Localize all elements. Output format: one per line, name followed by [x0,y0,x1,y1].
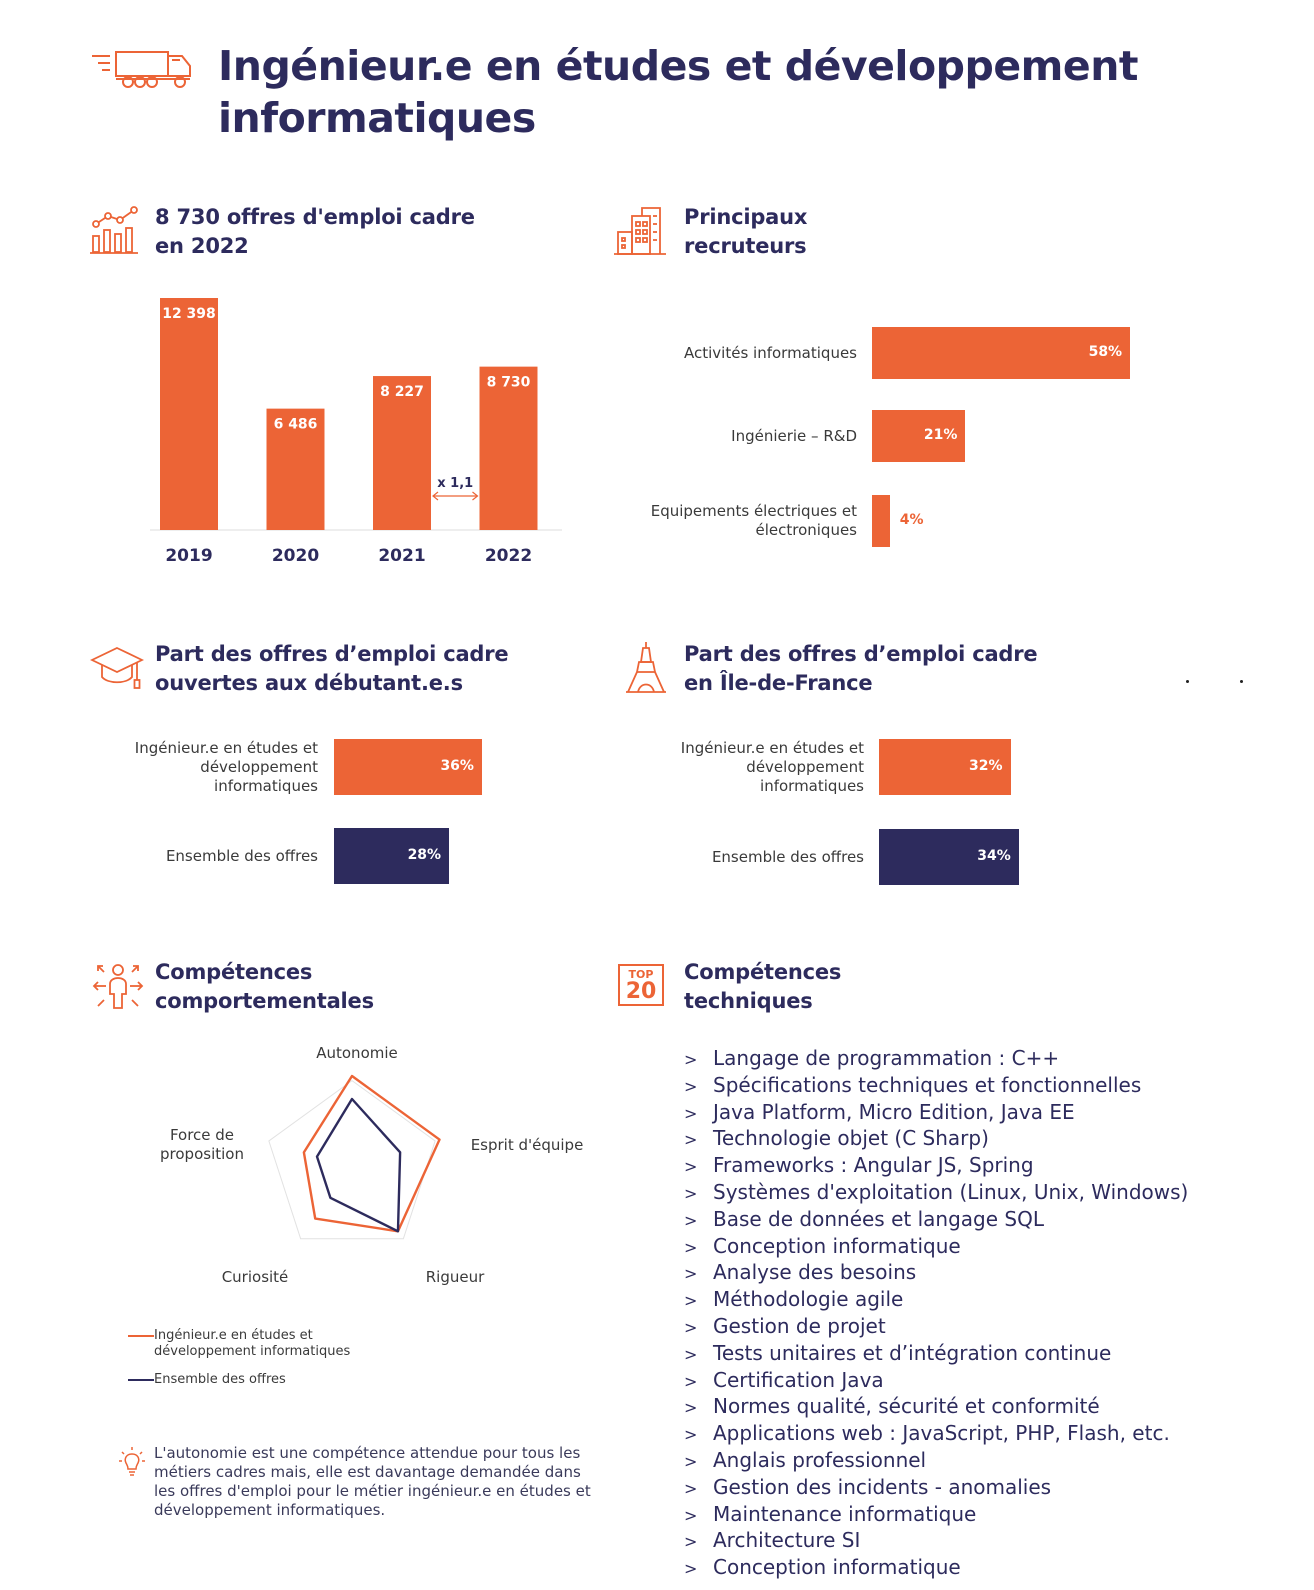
comportementales-title [155,958,374,1016]
skill-item [684,1046,1188,1073]
idf-title [684,640,1037,698]
skill-item [684,1207,1188,1234]
legend-line-orange [128,1335,154,1337]
skill-item [684,1555,1188,1582]
hbar-value-label: 34% [977,848,1011,864]
page-title [218,40,1218,144]
note-line4: développement informatiques. [154,1501,386,1519]
radar-chart [240,1060,470,1260]
skill-item [684,1341,1188,1368]
hbar-row [90,739,590,795]
chevron-right-icon: > [684,1157,698,1177]
hbar-category-label: Ingénieur.e en études et développement informatiques [680,738,864,795]
techniques-title-line2: techniques [684,989,813,1013]
radar-legend [128,1328,428,1398]
legend-label-series2: Ensemble des offres [154,1372,286,1387]
skill-label: Méthodologie agile [713,1287,904,1312]
hbar-value-label: 4% [899,512,924,528]
offres-title-line1: 8 730 offres d'emploi cadre [155,205,475,229]
radar-axis-force [140,1126,264,1164]
bar-value-label: 6 486 [273,416,318,433]
radar-series-2 [317,1099,400,1231]
x-tick-label: 2020 [271,546,320,566]
skill-item [684,1153,1188,1180]
offers-bar-chart [150,290,570,580]
hbar-value-label: 28% [407,847,442,863]
idf-bar-chart [630,735,1130,895]
skill-item [684,1234,1188,1261]
chevron-right-icon: > [684,1210,698,1230]
hbar-category-label: Equipements électriques et électroniques [650,502,857,539]
skill-label: Gestion de projet [713,1313,886,1338]
radar-axis-rigueur: Rigueur [425,1268,485,1286]
skill-label: Tests unitaires et d’intégration continue [713,1340,1112,1365]
hbar-row [630,739,1130,795]
idf-title-line2: en Île-de-France [684,671,873,695]
skill-label: Anglais professionnel [713,1447,927,1472]
decorative-dot [1186,680,1189,683]
page-title-line1: Ingénieur.e en études et développement [218,42,1138,90]
hbar-row [620,327,1260,379]
hbar-category-label: Ingénierie – R&D [731,426,857,445]
hbar-row [630,829,1130,885]
graduation-cap-icon [90,644,144,694]
skill-label: Conception informatique [713,1233,961,1258]
skill-item [684,1502,1188,1529]
chevron-right-icon: > [684,1183,698,1203]
skill-item [684,1100,1188,1127]
hbar-category-label: Ensemble des offres [711,847,864,866]
comportementales-title-line2: comportementales [155,989,374,1013]
skill-item [684,1260,1188,1287]
skill-item [684,1073,1188,1100]
chevron-right-icon: > [684,1076,698,1096]
skill-item [684,1394,1188,1421]
comportementales-title-line1: Compétences [155,960,313,984]
hbar-value-label: 32% [969,758,1003,774]
bar-2022 [480,367,538,530]
debutants-title [155,640,508,698]
chevron-right-icon: > [684,1237,698,1257]
chevron-right-icon: > [684,1291,698,1311]
legend-label-series1 [154,1328,350,1360]
lightbulb-icon [118,1446,146,1478]
hbar-category-label: Ensemble des offres [165,846,318,865]
skill-label: Analyse des besoins [713,1260,917,1285]
buildings-icon [614,206,668,256]
top20-badge-top: TOP [628,968,654,981]
hbar-value-label: 21% [923,427,958,443]
eiffel-tower-icon [624,642,668,694]
chevron-right-icon: > [684,1478,698,1498]
chevron-right-icon: > [684,1398,698,1418]
top20-badge-num: 20 [625,979,657,1004]
growth-chart-icon [90,204,140,256]
techniques-title-line1: Compétences [684,960,842,984]
page-title-line2: informatiques [218,94,536,142]
top20-badge-icon [618,964,664,1006]
recruteurs-title-line1: Principaux [684,205,808,229]
note-line2: métiers cadres mais, elle est davantage demandée dans [154,1463,581,1481]
radar-axis-esprit: Esprit d'équipe [470,1136,584,1154]
skill-item [684,1314,1188,1341]
skill-label: Applications web : JavaScript, PHP, Flash, etc. [713,1421,1170,1446]
bar-value-label: 12 398 [162,306,216,322]
skill-label: Frameworks : Angular JS, Spring [713,1153,1034,1178]
chevron-right-icon: > [684,1317,698,1337]
radar-axis-curiosite: Curiosité [221,1268,289,1286]
bar-value-label: 8 227 [380,384,424,401]
skill-item [684,1421,1188,1448]
techniques-title [684,958,841,1016]
chevron-right-icon: > [684,1371,698,1391]
skill-item [684,1180,1188,1207]
chevron-right-icon: > [684,1451,698,1471]
idf-title-line1: Part des offres d’emploi cadre [684,642,1038,666]
x-tick-label: 2022 [484,546,533,566]
chevron-right-icon: > [684,1264,698,1284]
bar-2019 [160,298,218,530]
debutants-title-line2: ouvertes aux débutant.e.s [155,671,463,695]
decorative-dot [1240,680,1243,683]
skill-label: Technologie objet (C Sharp) [713,1126,989,1151]
skill-item [684,1368,1188,1395]
skill-label: Architecture SI [713,1528,861,1553]
technical-skills-list [684,1046,1188,1582]
radar-axis-force-line2: proposition [160,1145,244,1163]
skill-label: Maintenance informatique [713,1501,977,1526]
note-line1: L'autonomie est une compétence attendue pour tous les [154,1444,581,1462]
hbar-row [90,828,590,884]
offres-title-line2: en 2022 [155,234,249,258]
chevron-right-icon: > [684,1130,698,1150]
skill-label: Base de données et langage SQL [713,1206,1044,1231]
note-line3: les offres d'emploi pour le métier ingénieur.e en études et [154,1482,591,1500]
skill-label: Spécifications techniques et fonctionnelles [713,1072,1142,1097]
hbar-row [620,495,1260,547]
hbar-value-label: 58% [1088,344,1123,360]
hbar-bar [872,495,890,547]
skill-item [684,1448,1188,1475]
skill-item [684,1475,1188,1502]
recruiters-bar-chart [620,320,1260,560]
legend-line-navy [128,1379,154,1381]
skill-label: Normes qualité, sécurité et conformité [713,1394,1100,1419]
x-tick-label: 2019 [165,546,213,566]
beginners-bar-chart [90,735,590,895]
skill-label: Java Platform, Micro Edition, Java EE [713,1099,1075,1124]
debutants-title-line1: Part des offres d’emploi cadre [155,642,509,666]
chevron-right-icon: > [684,1344,698,1364]
legend-label-series1-line2: développement informatiques [154,1344,351,1359]
bar-value-label: 8 730 [486,374,531,391]
legend-label-series1-line1: Ingénieur.e en études et [154,1328,313,1343]
people-network-icon [90,960,146,1012]
radar-axis-autonomie: Autonomie [316,1044,398,1062]
radar-axis-force-line1: Force de [169,1126,235,1144]
chevron-right-icon: > [684,1532,698,1552]
hbar-row [620,410,1260,462]
chevron-right-icon: > [684,1103,698,1123]
recruteurs-title [684,203,807,261]
offres-title [155,203,475,261]
growth-annotation: x 1,1 [437,476,474,491]
hbar-category-label: Ingénieur.e en études et développement informatiques [134,738,318,795]
skill-item [684,1126,1188,1153]
hbar-value-label: 36% [440,758,474,774]
truck-icon [92,48,194,90]
chevron-right-icon: > [684,1559,698,1579]
skill-label: Conception informatique [713,1555,961,1580]
skill-label: Langage de programmation : C++ [713,1046,1060,1070]
chevron-right-icon: > [684,1505,698,1525]
skill-item [684,1528,1188,1555]
skill-label: Certification Java [713,1367,884,1392]
x-tick-label: 2021 [378,546,426,566]
recruteurs-title-line2: recruteurs [684,234,807,258]
radar-series-1 [304,1076,440,1231]
radar-grid [269,1081,435,1239]
hbar-category-label: Activités informatiques [684,343,857,362]
skill-label: Systèmes d'exploitation (Linux, Unix, Windows) [713,1179,1189,1204]
skill-label: Gestion des incidents - anomalies [713,1474,1052,1499]
skill-item [684,1287,1188,1314]
chevron-right-icon: > [684,1050,698,1069]
autonomy-note [154,1444,624,1520]
chevron-right-icon: > [684,1425,698,1445]
